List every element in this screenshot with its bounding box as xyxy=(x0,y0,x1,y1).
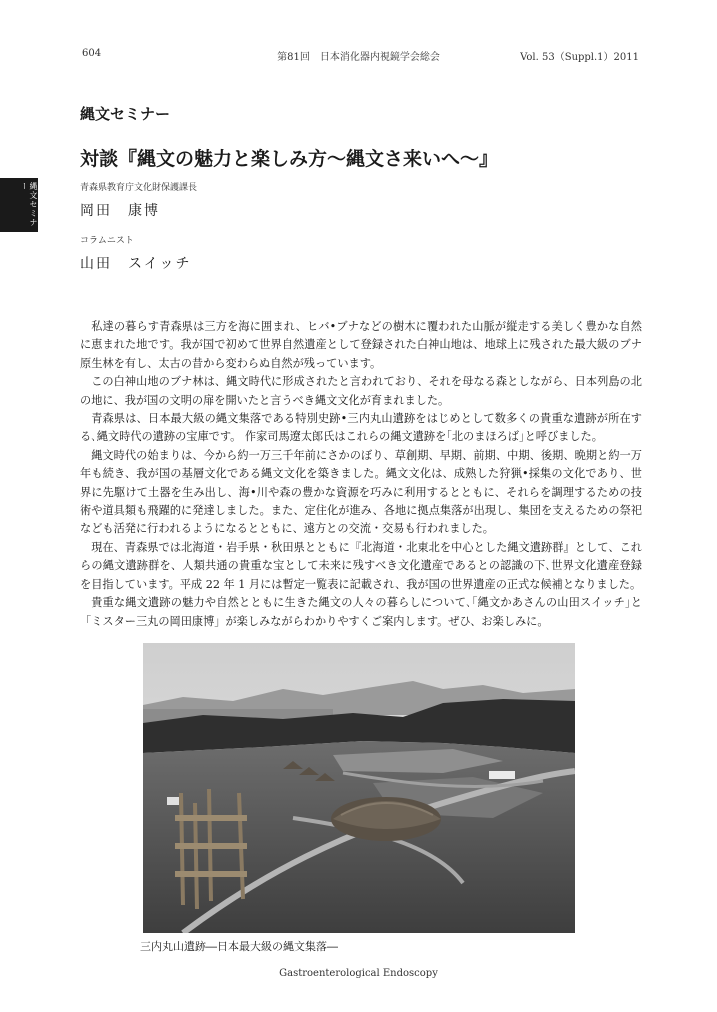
page-number: 604 xyxy=(82,48,102,59)
paragraph-6: 貴重な縄文遺跡の魅力や自然とともに生きた縄文の人々の暮らしについて､｢縄文かあさんの山田スイッチ｣と「ミスター三丸の岡田康博」が楽しみながらわかりやすくご案内します。ぜひ、お楽しみに。 xyxy=(80,596,642,628)
author-2-name: 山田 スイッチ xyxy=(80,256,192,272)
side-section-tab: 縄文セミナー xyxy=(0,178,38,232)
photo-caption: 三内丸山遺跡―日本最大級の縄文集落― xyxy=(140,940,338,953)
author-1-affiliation: 青森県教育庁文化財保護課長 xyxy=(80,183,198,193)
paragraph-4: 縄文時代の始まりは、今から約一万三千年前にさかのぼり、草創期、早期、前期、中期、後期、晩期と約一万年も続き、我が国の基層文化である縄文文化を築きました。縄文文化は、成熟した狩猟•採集の文化であり、世界に先駆けて土器を生み出し、海•川や森の豊かな資源を巧みに利用するとともに、それらを調理するための技術や道具類も飛躍的に発達しました。また、定住化が進み、各地に拠点集落が出現し、集団を支えるための祭祀なども活発に行われるようになるとともに、遠方との交流・交易も行われました。 xyxy=(80,448,642,536)
conference-header: 第81回 日本消化器内視鏡学会総会 xyxy=(277,52,440,63)
site-photo xyxy=(143,643,575,933)
paragraph-2: この白神山地のブナ林は、縄文時代に形成されたと言われており、それを母なる森としながら、日本列島の北の地に、我が国の文明の扉を開いたと言うべき縄文文化が育まれました。 xyxy=(80,375,642,407)
paragraph-3: 青森県は、日本最大級の縄文集落である特別史跡•三内丸山遺跡をはじめとして数多くの貴重な遺跡が所在する､縄文時代の遺跡の宝庫です。 作家司馬遼太郎氏はこれらの縄文遺跡を｢北のまほろば｣と呼びました。 xyxy=(80,412,642,444)
article-title: 対談『縄文の魅力と楽しみ方〜縄文さ来いへ〜』 xyxy=(80,148,499,170)
volume-header: Vol. 53（Suppl.1）2011 xyxy=(520,52,639,63)
journal-footer: Gastroenterological Endoscopy xyxy=(279,968,438,979)
author-1-name: 岡田 康博 xyxy=(80,203,160,219)
paragraph-5: 現在、青森県では北海道・岩手県・秋田県とともに『北海道・北東北を中心とした縄文遺跡群』として、これらの縄文遺跡群を、人類共通の貴重な宝として未来に残すべき文化遺産であるとの認識の下､世界文化遺産登録を目指しています。平成 22 年 1 月には暫定一覧表に記載され、我が国の世界遺産の正式な候補となりました。 xyxy=(80,540,642,591)
article-body xyxy=(80,318,642,631)
section-title: 縄文セミナー xyxy=(80,105,171,123)
paragraph-1: 私達の暮らす青森県は三方を海に囲まれ、ヒバ•ブナなどの樹木に覆われた山脈が縦走する美しく豊かな自然に恵まれた地です。我が国で初めて世界自然遺産として登録された白神山地は、地球上に残された最大級のブナ原生林を有し、太古の昔から変わらぬ自然が残っています。 xyxy=(80,320,642,370)
author-2-affiliation: コラムニスト xyxy=(80,236,134,246)
